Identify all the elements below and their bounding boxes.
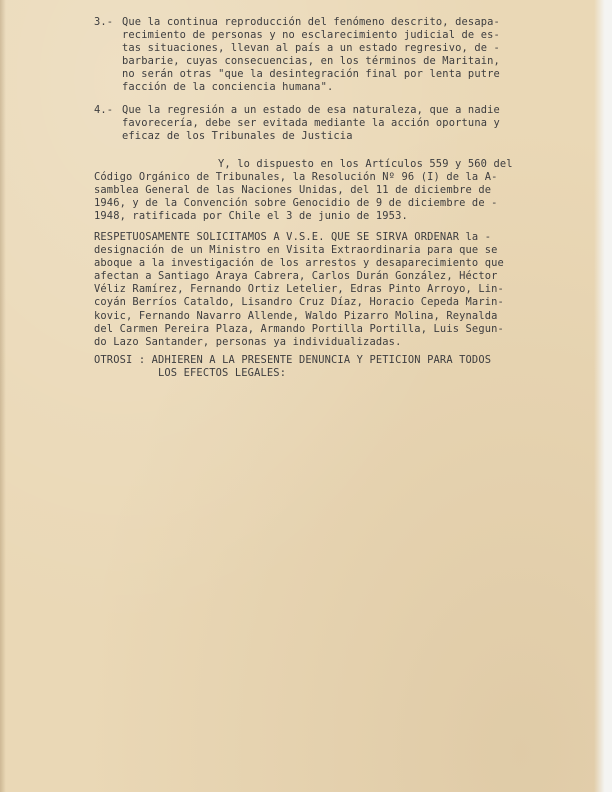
point-4-number: 4.- [94,104,114,116]
considerando-paragraph [94,158,564,223]
text-line: 1948, ratificada por Chile el 3 de junio de 1953. [94,210,408,223]
text-line: del Carmen Pereira Plaza, Armando Portilla Portilla, Luis Segun- [94,322,504,335]
petitorio-paragraph [94,231,564,349]
point-3 [94,16,564,95]
text-line: Que la regresión a un estado de esa naturaleza, que a nadie [122,104,500,116]
otrosi-second-line: LOS EFECTOS LEGALES: [158,367,287,380]
paper-edge-shadow [0,0,6,792]
text-line: no serán otras "que la desintegración final por lenta putre [122,68,500,81]
text-line: Código Orgánico de Tribunales, la Resolución Nº 96 (I) de la A- [94,171,498,184]
text-line: eficaz de los Tribunales de Justicia [122,130,353,143]
text-line: designación de un Ministro en Visita Extraordinaria para que se [94,244,498,257]
text-line: Que la continua reproducción del fenómeno descrito, desapa- [122,16,500,28]
point-4 [94,104,564,143]
point-4-text [122,104,564,143]
otrosi-first-line: OTROSI : ADHIEREN A LA PRESENTE DENUNCIA Y PETICION PARA TODOS [94,354,492,366]
otrosi-paragraph [94,354,564,380]
text-line: barbarie, cuyas consecuencias, en los términos de Maritain, [122,55,500,68]
text-line: tas situaciones, llevan al país a un estado regresivo, de - [122,42,500,55]
text-line: aboque a la investigación de los arrestos y desaparecimiento que [94,257,504,270]
point-3-number: 3.- [94,16,114,28]
text-line: favorecería, debe ser evitada mediante la acción oportuna y [122,117,500,130]
text-line: do Lazo Santander, personas ya individualizadas. [94,335,402,348]
text-line: coyán Berríos Cataldo, Lisandro Cruz Díaz, Horacio Cepeda Marin- [94,296,504,309]
point-3-text [122,16,564,95]
text-line: afectan a Santiago Araya Cabrera, Carlos Durán González, Héctor [94,270,498,283]
text-line: kovic, Fernando Navarro Allende, Waldo Pizarro Molina, Reynalda [94,309,498,322]
text-line: Y, lo dispuesto en los Artículos 559 y 560 del [218,158,513,170]
text-line: recimiento de personas y no esclarecimiento judicial de es- [122,29,500,42]
text-line: 1946, y de la Convención sobre Genocidio de 9 de diciembre de - [94,197,498,210]
text-line: samblea General de las Naciones Unidas, del 11 de diciembre de [94,184,492,197]
text-line: RESPETUOSAMENTE SOLICITAMOS A V.S.E. QUE SE SIRVA ORDENAR la - [94,231,492,243]
text-line: facción de la conciencia humana". [122,81,334,94]
paper-edge-highlight [594,0,612,792]
text-line: Véliz Ramírez, Fernando Ortiz Letelier, Edras Pinto Arroyo, Lin- [94,283,504,296]
